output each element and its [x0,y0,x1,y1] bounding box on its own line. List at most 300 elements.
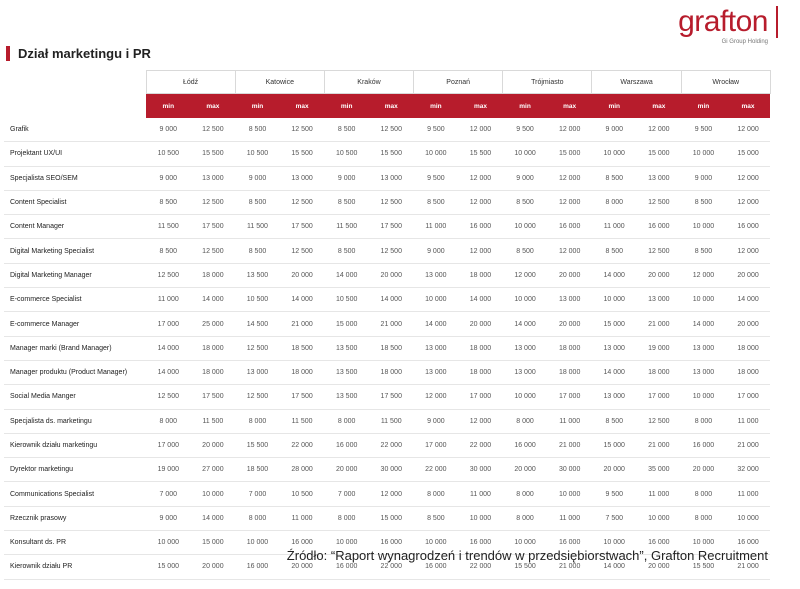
max-header: max [458,94,503,119]
salary-max-cell: 20 000 [637,555,682,579]
salary-max-cell: 12 500 [191,190,236,214]
city-header: Warszawa [592,71,681,94]
salary-min-cell: 9 000 [681,166,726,190]
salary-min-cell: 8 500 [414,506,459,530]
salary-max-cell: 10 000 [458,506,503,530]
salary-min-cell: 18 500 [235,458,280,482]
position-name: Kierownik działu PR [4,555,146,579]
salary-max-cell: 13 000 [547,288,592,312]
salary-max-cell: 13 000 [637,166,682,190]
salary-max-cell: 14 000 [458,288,503,312]
salary-min-cell: 9 000 [414,239,459,263]
salary-min-cell: 14 000 [146,360,191,384]
position-name: E-commerce Manager [4,312,146,336]
salary-min-cell: 8 500 [681,190,726,214]
table-body [4,118,770,579]
salary-max-cell: 12 500 [637,239,682,263]
salary-min-cell: 9 000 [503,166,548,190]
salary-max-cell: 15 000 [726,142,771,166]
salary-min-cell: 10 500 [324,142,369,166]
salary-max-cell: 15 000 [547,142,592,166]
table-row [4,360,770,384]
salary-min-cell: 10 000 [235,531,280,555]
salary-min-cell: 8 500 [324,118,369,142]
salary-min-cell: 9 000 [414,409,459,433]
salary-max-cell: 16 000 [547,215,592,239]
salary-max-cell: 12 500 [369,118,414,142]
salary-min-cell: 12 500 [146,385,191,409]
salary-max-cell: 17 000 [547,385,592,409]
salary-max-cell: 12 000 [547,190,592,214]
salary-min-cell: 9 500 [503,118,548,142]
salary-min-cell: 13 000 [414,360,459,384]
salary-max-cell: 20 000 [191,433,236,457]
salary-min-cell: 9 500 [414,118,459,142]
salary-min-cell: 11 500 [235,215,280,239]
salary-min-cell: 10 000 [146,531,191,555]
salary-max-cell: 35 000 [637,458,682,482]
salary-max-cell: 14 000 [726,288,771,312]
salary-table [4,70,771,580]
max-header: max [280,94,325,119]
salary-min-cell: 13 000 [592,385,637,409]
salary-max-cell: 11 000 [726,409,771,433]
salary-max-cell: 12 500 [637,409,682,433]
salary-max-cell: 15 000 [191,531,236,555]
salary-max-cell: 11 000 [547,506,592,530]
salary-min-cell: 9 000 [146,166,191,190]
salary-min-cell: 8 000 [235,409,280,433]
min-header: min [681,94,726,119]
max-header: max [726,94,771,119]
salary-max-cell: 10 000 [547,482,592,506]
page-title: Dział marketingu i PR [18,46,151,61]
salary-min-cell: 15 000 [324,312,369,336]
salary-min-cell: 8 000 [503,409,548,433]
salary-max-cell: 17 000 [637,385,682,409]
salary-max-cell: 10 500 [280,482,325,506]
city-header: Kraków [324,71,413,94]
grafton-logo [678,6,778,45]
salary-max-cell: 21 000 [547,555,592,579]
salary-min-cell: 13 000 [503,360,548,384]
position-name: Specjalista ds. marketingu [4,409,146,433]
salary-max-cell: 17 500 [280,385,325,409]
salary-max-cell: 14 000 [191,506,236,530]
salary-max-cell: 18 000 [191,360,236,384]
salary-min-cell: 8 000 [235,506,280,530]
title-accent-bar [6,46,10,61]
salary-min-cell: 9 500 [592,482,637,506]
salary-max-cell: 15 000 [637,142,682,166]
salary-max-cell: 11 000 [637,482,682,506]
salary-max-cell: 17 000 [458,385,503,409]
salary-max-cell: 11 000 [280,506,325,530]
table-row [4,433,770,457]
salary-max-cell: 19 000 [637,336,682,360]
salary-min-cell: 9 000 [146,118,191,142]
salary-max-cell: 12 000 [726,166,771,190]
salary-min-cell: 14 000 [146,336,191,360]
salary-min-cell: 8 500 [503,239,548,263]
salary-max-cell: 13 000 [191,166,236,190]
salary-max-cell: 20 000 [191,555,236,579]
salary-min-cell: 13 500 [324,360,369,384]
salary-min-cell: 7 500 [592,506,637,530]
salary-max-cell: 18 000 [369,360,414,384]
salary-min-cell: 14 000 [324,263,369,287]
salary-min-cell: 13 500 [324,385,369,409]
salary-min-cell: 16 000 [414,555,459,579]
salary-min-cell: 13 500 [235,263,280,287]
salary-min-cell: 10 000 [324,531,369,555]
salary-min-cell: 10 500 [324,288,369,312]
salary-max-cell: 18 500 [369,336,414,360]
salary-max-cell: 12 500 [280,239,325,263]
table-row [4,482,770,506]
salary-min-cell: 10 000 [503,385,548,409]
salary-min-cell: 12 000 [681,263,726,287]
salary-min-cell: 7 000 [324,482,369,506]
salary-max-cell: 16 000 [726,531,771,555]
salary-min-cell: 10 000 [503,288,548,312]
salary-min-cell: 7 000 [146,482,191,506]
salary-min-cell: 9 500 [414,166,459,190]
position-name: Digital Marketing Manager [4,263,146,287]
city-header: Trójmiasto [503,71,592,94]
salary-max-cell: 12 000 [458,190,503,214]
salary-min-cell: 10 000 [414,288,459,312]
salary-max-cell: 16 000 [547,531,592,555]
salary-min-cell: 10 000 [503,215,548,239]
salary-max-cell: 20 000 [726,263,771,287]
salary-max-cell: 21 000 [726,433,771,457]
table-row [4,142,770,166]
salary-min-cell: 16 000 [681,433,726,457]
salary-max-cell: 14 000 [191,288,236,312]
salary-max-cell: 18 000 [458,336,503,360]
salary-max-cell: 20 000 [280,263,325,287]
salary-min-cell: 8 500 [324,190,369,214]
salary-min-cell: 13 000 [681,336,726,360]
city-header: Wrocław [681,71,770,94]
salary-min-cell: 8 000 [681,506,726,530]
salary-max-cell: 13 000 [369,166,414,190]
salary-max-cell: 11 000 [458,482,503,506]
salary-max-cell: 12 000 [458,166,503,190]
position-name: Digital Marketing Specialist [4,239,146,263]
salary-min-cell: 12 500 [146,263,191,287]
salary-min-cell: 14 000 [681,312,726,336]
salary-max-cell: 11 000 [726,482,771,506]
logo-wordmark: grafton [678,6,778,38]
salary-max-cell: 16 000 [637,215,682,239]
salary-min-cell: 14 000 [414,312,459,336]
salary-max-cell: 12 000 [726,239,771,263]
city-header-row [4,71,770,94]
salary-min-cell: 13 000 [503,336,548,360]
salary-min-cell: 10 000 [681,215,726,239]
salary-min-cell: 8 500 [146,190,191,214]
salary-max-cell: 30 000 [547,458,592,482]
salary-max-cell: 12 000 [369,482,414,506]
salary-min-cell: 11 000 [146,288,191,312]
salary-max-cell: 14 000 [280,288,325,312]
min-header: min [235,94,280,119]
salary-min-cell: 10 000 [414,142,459,166]
salary-min-cell: 8 000 [146,409,191,433]
salary-max-cell: 22 000 [458,555,503,579]
salary-min-cell: 8 500 [503,190,548,214]
salary-max-cell: 15 500 [458,142,503,166]
table-row [4,409,770,433]
position-name: Content Specialist [4,190,146,214]
salary-max-cell: 32 000 [726,458,771,482]
salary-min-cell: 10 000 [592,142,637,166]
salary-max-cell: 12 000 [547,239,592,263]
salary-max-cell: 17 500 [280,215,325,239]
table-row [4,385,770,409]
salary-min-cell: 12 000 [503,263,548,287]
salary-max-cell: 16 000 [637,531,682,555]
salary-max-cell: 21 000 [637,312,682,336]
min-header: min [146,94,191,119]
salary-min-cell: 8 000 [503,506,548,530]
salary-min-cell: 20 000 [324,458,369,482]
salary-min-cell: 10 500 [235,142,280,166]
salary-max-cell: 12 000 [726,190,771,214]
salary-max-cell: 15 500 [369,142,414,166]
salary-min-cell: 9 000 [146,506,191,530]
salary-min-cell: 8 500 [235,118,280,142]
position-name: Social Media Manger [4,385,146,409]
salary-max-cell: 16 000 [458,531,503,555]
salary-min-cell: 22 000 [414,458,459,482]
position-name: Specjalista SEO/SEM [4,166,146,190]
salary-max-cell: 10 000 [191,482,236,506]
logo-subtitle: Gi Group Holding [721,39,768,45]
table-row [4,215,770,239]
salary-max-cell: 20 000 [547,263,592,287]
salary-min-cell: 10 000 [414,531,459,555]
city-header: Katowice [235,71,324,94]
position-name: Manager produktu (Product Manager) [4,360,146,384]
salary-min-cell: 20 000 [503,458,548,482]
salary-min-cell: 14 000 [592,360,637,384]
salary-max-cell: 18 000 [547,336,592,360]
position-name: Manager marki (Brand Manager) [4,336,146,360]
salary-max-cell: 16 000 [458,215,503,239]
position-name: E-commerce Specialist [4,288,146,312]
salary-max-cell: 16 000 [369,531,414,555]
salary-min-cell: 8 500 [592,166,637,190]
salary-min-cell: 9 000 [235,166,280,190]
salary-min-cell: 8 500 [235,190,280,214]
position-name: Dyrektor marketingu [4,458,146,482]
salary-min-cell: 11 500 [324,215,369,239]
salary-min-cell: 20 000 [592,458,637,482]
salary-max-cell: 30 000 [458,458,503,482]
salary-max-cell: 14 000 [369,288,414,312]
salary-max-cell: 12 000 [637,118,682,142]
salary-min-cell: 10 500 [235,288,280,312]
position-name: Grafik [4,118,146,142]
salary-min-cell: 14 500 [235,312,280,336]
city-header: Łódź [146,71,235,94]
salary-min-cell: 9 000 [592,118,637,142]
salary-min-cell: 8 000 [503,482,548,506]
position-name: Communications Specialist [4,482,146,506]
subheader-corner [4,94,146,119]
salary-min-cell: 10 000 [503,142,548,166]
max-header: max [191,94,236,119]
salary-min-cell: 9 000 [324,166,369,190]
salary-max-cell: 21 000 [369,312,414,336]
salary-min-cell: 8 500 [592,409,637,433]
salary-min-cell: 11 500 [146,215,191,239]
min-header: min [503,94,548,119]
salary-min-cell: 13 000 [414,336,459,360]
min-header: min [414,94,459,119]
salary-max-cell: 16 000 [726,215,771,239]
salary-max-cell: 12 500 [191,239,236,263]
salary-max-cell: 21 000 [637,433,682,457]
salary-min-cell: 8 500 [681,239,726,263]
salary-max-cell: 17 500 [191,385,236,409]
salary-min-cell: 10 000 [681,531,726,555]
salary-min-cell: 8 000 [414,482,459,506]
salary-min-cell: 13 000 [592,336,637,360]
position-name: Content Manager [4,215,146,239]
section-heading [6,46,151,61]
max-header: max [637,94,682,119]
salary-max-cell: 18 000 [547,360,592,384]
salary-max-cell: 12 000 [458,239,503,263]
salary-min-cell: 8 000 [324,506,369,530]
salary-max-cell: 18 000 [280,360,325,384]
salary-min-cell: 16 000 [503,433,548,457]
salary-max-cell: 10 000 [726,506,771,530]
salary-min-cell: 8 000 [681,409,726,433]
salary-min-cell: 10 000 [592,531,637,555]
salary-min-cell: 10 000 [681,288,726,312]
salary-min-cell: 9 500 [681,118,726,142]
salary-max-cell: 11 500 [280,409,325,433]
salary-max-cell: 18 000 [637,360,682,384]
salary-max-cell: 13 000 [280,166,325,190]
salary-max-cell: 12 000 [547,166,592,190]
salary-min-cell: 16 000 [324,433,369,457]
table-row [4,239,770,263]
salary-min-cell: 8 000 [324,409,369,433]
salary-max-cell: 20 000 [547,312,592,336]
salary-max-cell: 15 500 [280,142,325,166]
salary-min-cell: 13 000 [681,360,726,384]
salary-min-cell: 17 000 [414,433,459,457]
salary-min-cell: 8 500 [414,190,459,214]
position-name: Kierownik działu marketingu [4,433,146,457]
salary-max-cell: 22 000 [369,555,414,579]
salary-max-cell: 18 000 [191,336,236,360]
salary-max-cell: 12 500 [191,118,236,142]
salary-max-cell: 12 500 [637,190,682,214]
salary-min-cell: 19 000 [146,458,191,482]
salary-max-cell: 12 500 [280,190,325,214]
min-header: min [592,94,637,119]
salary-min-cell: 15 000 [146,555,191,579]
salary-max-cell: 17 000 [726,385,771,409]
salary-min-cell: 12 000 [414,385,459,409]
salary-min-cell: 15 000 [592,312,637,336]
salary-min-cell: 13 000 [235,360,280,384]
table-row [4,312,770,336]
salary-max-cell: 15 000 [369,506,414,530]
salary-min-cell: 8 500 [592,239,637,263]
position-name: Projektant UX/UI [4,142,146,166]
salary-max-cell: 30 000 [369,458,414,482]
salary-max-cell: 20 000 [280,555,325,579]
salary-min-cell: 17 000 [146,312,191,336]
salary-max-cell: 22 000 [280,433,325,457]
salary-min-cell: 14 000 [503,312,548,336]
salary-max-cell: 11 000 [547,409,592,433]
max-header: max [547,94,592,119]
salary-min-cell: 12 500 [235,336,280,360]
salary-min-cell: 16 000 [324,555,369,579]
table-row [4,118,770,142]
salary-min-cell: 14 000 [592,263,637,287]
salary-max-cell: 20 000 [458,312,503,336]
table-row [4,263,770,287]
salary-min-cell: 8 000 [681,482,726,506]
salary-max-cell: 18 000 [458,263,503,287]
salary-min-cell: 8 500 [235,239,280,263]
salary-max-cell: 17 500 [369,385,414,409]
salary-max-cell: 12 000 [726,118,771,142]
salary-min-cell: 16 000 [235,555,280,579]
table-row [4,190,770,214]
salary-max-cell: 11 500 [191,409,236,433]
salary-min-cell: 8 000 [592,190,637,214]
salary-min-cell: 10 000 [681,385,726,409]
salary-max-cell: 15 500 [191,142,236,166]
salary-max-cell: 20 000 [637,263,682,287]
salary-min-cell: 12 500 [235,385,280,409]
salary-min-cell: 17 000 [146,433,191,457]
salary-max-cell: 18 000 [191,263,236,287]
salary-max-cell: 21 000 [726,555,771,579]
city-header: Poznań [414,71,503,94]
salary-min-cell: 7 000 [235,482,280,506]
salary-max-cell: 28 000 [280,458,325,482]
salary-min-cell: 15 000 [592,433,637,457]
table-row [4,288,770,312]
salary-min-cell: 11 000 [414,215,459,239]
max-header: max [369,94,414,119]
salary-max-cell: 18 000 [726,336,771,360]
salary-max-cell: 10 000 [637,506,682,530]
salary-max-cell: 20 000 [369,263,414,287]
salary-max-cell: 12 500 [369,190,414,214]
salary-max-cell: 11 500 [369,409,414,433]
salary-max-cell: 16 000 [280,531,325,555]
source-note: Źródło: “Raport wynagrodzeń i trendów w przedsiębiorstwach”, Grafton Recruitment [286,548,768,563]
salary-max-cell: 17 500 [191,215,236,239]
salary-min-cell: 10 000 [503,531,548,555]
salary-min-cell: 13 500 [324,336,369,360]
salary-max-cell: 12 500 [280,118,325,142]
salary-max-cell: 20 000 [726,312,771,336]
